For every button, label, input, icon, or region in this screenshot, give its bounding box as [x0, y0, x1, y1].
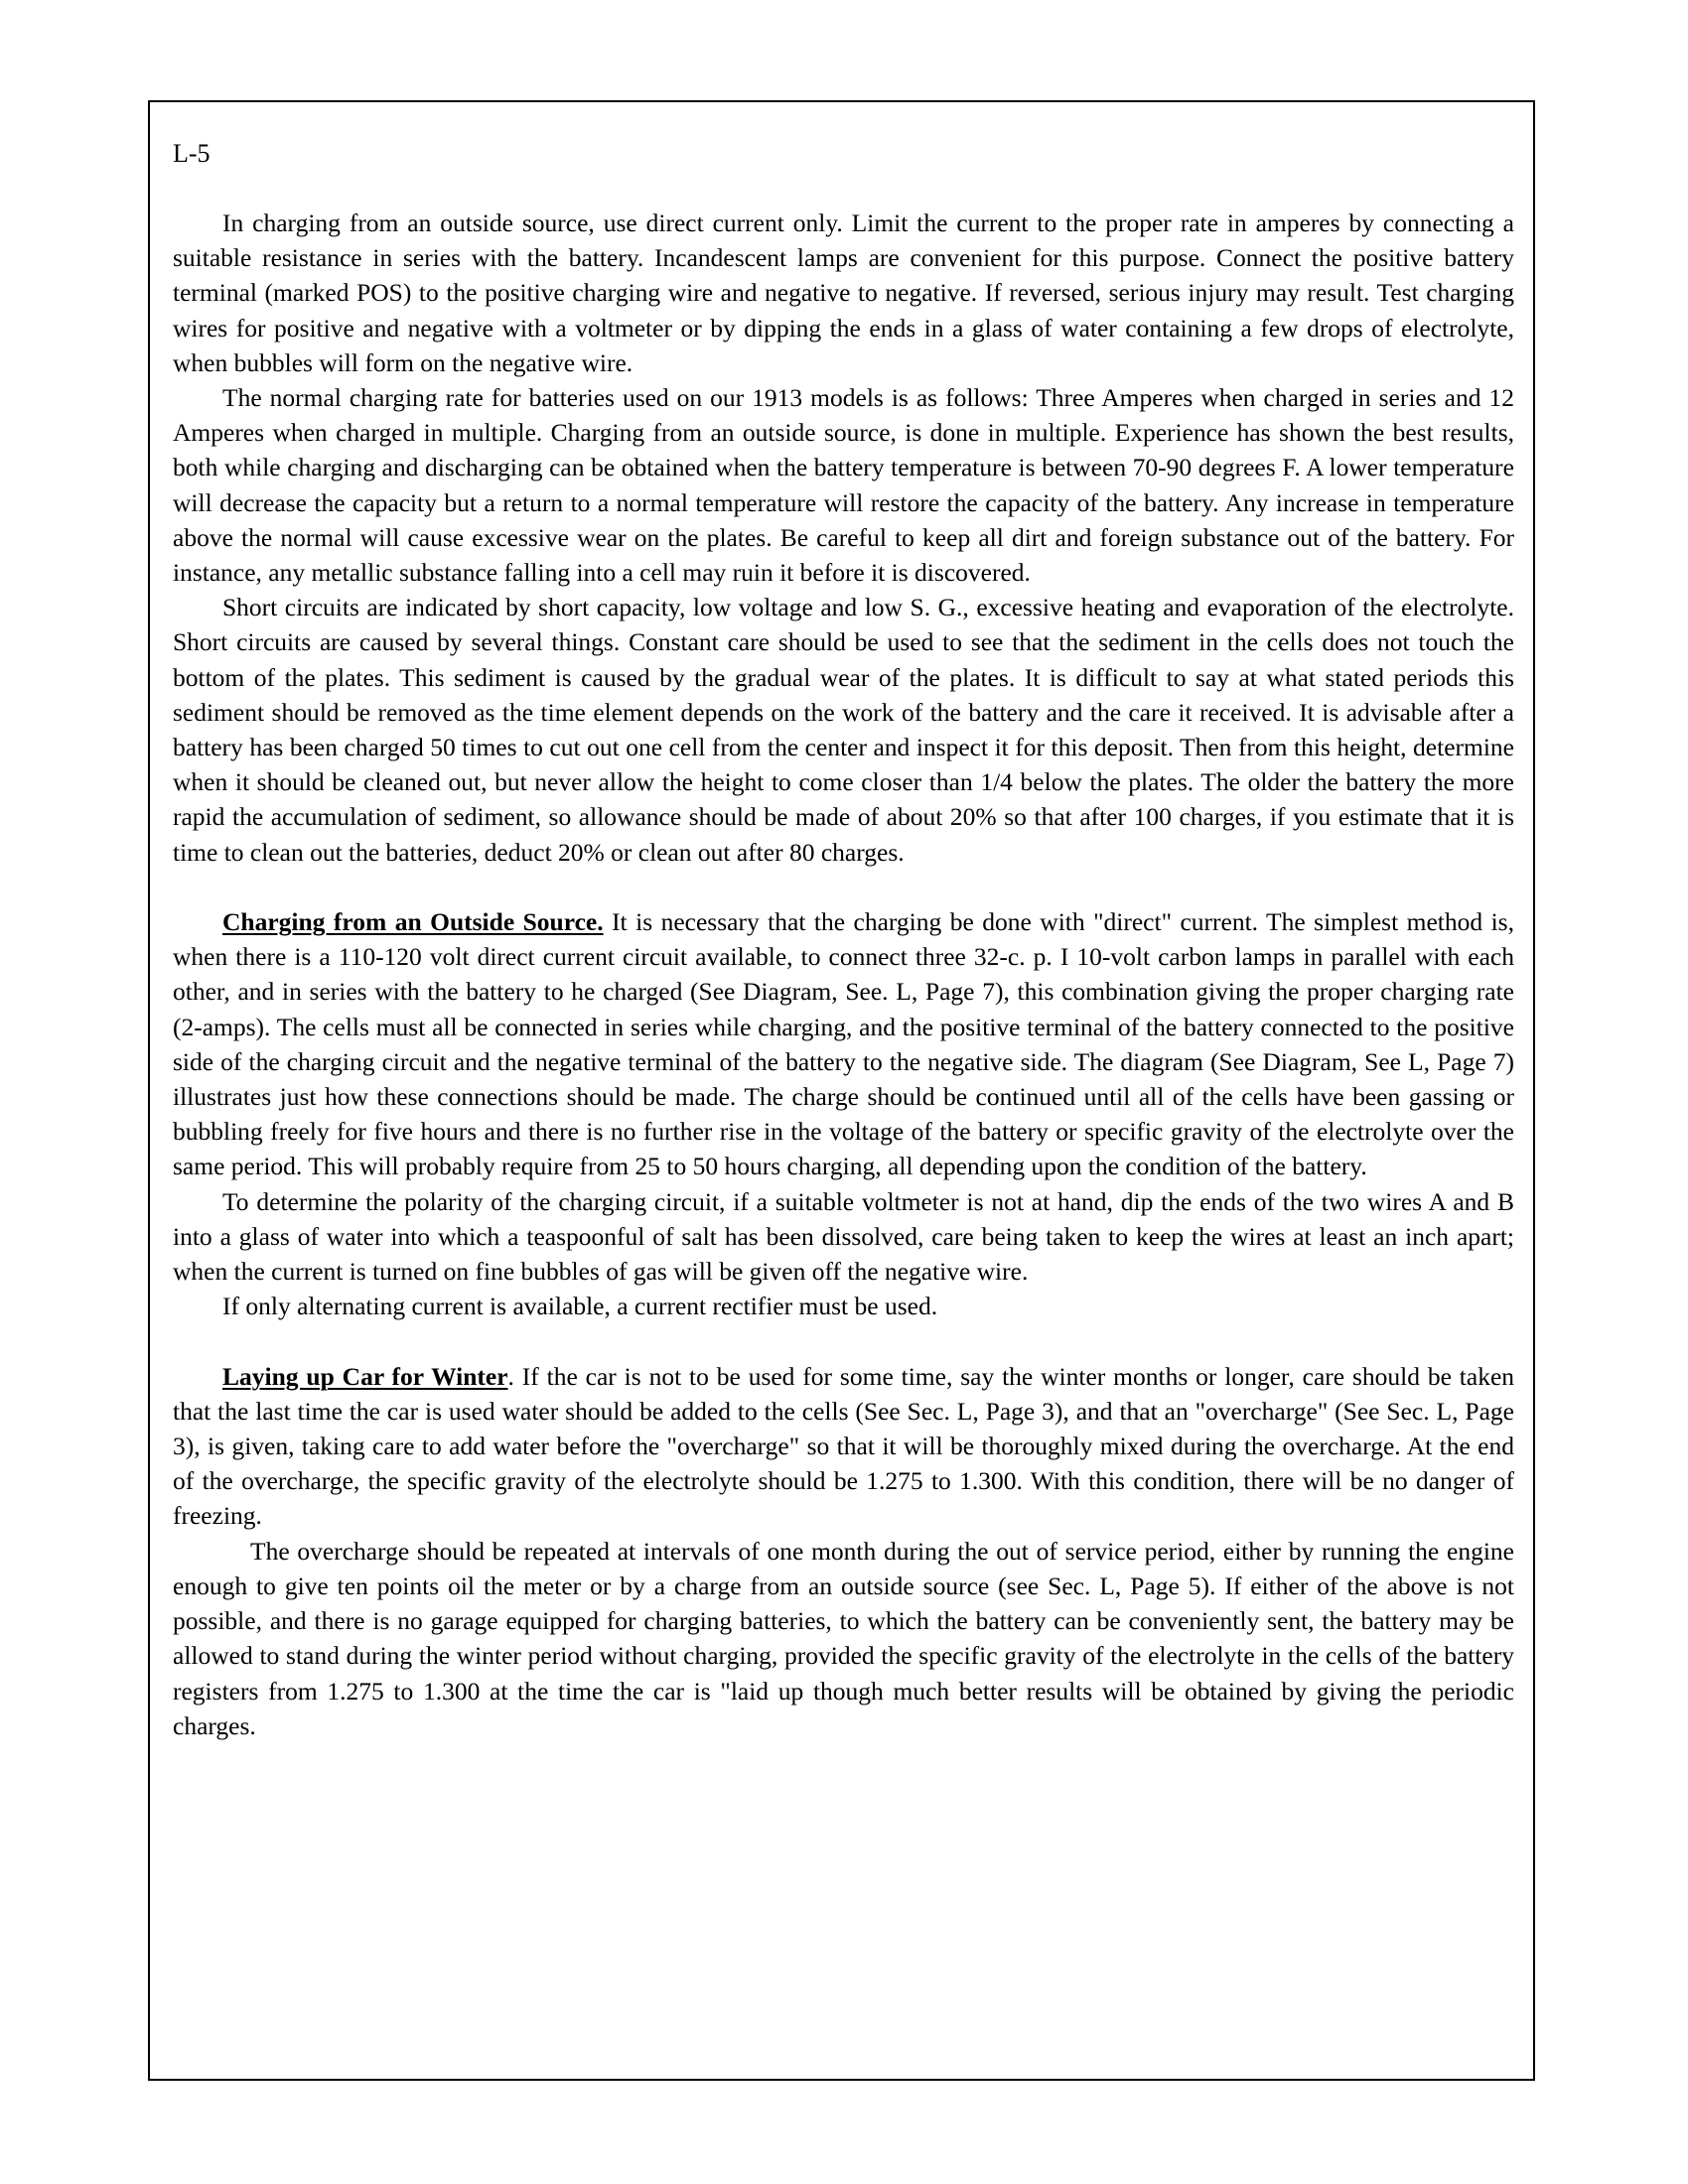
paragraph-outside-source-text: It is necessary that the charging be done with "direct" current. The simplest method is, when there is a 110-120 volt direct current circuit available, to connect three 32-c. p. I 10-volt carbon lamps in parallel with each other, and in series with the battery to he charged (See Diagram, See. L, Page 7), this combination giving the proper charging rate (2-amps). The cells must all be connected in series while charging, and the positive terminal of the battery connected to the positive side of the charging circuit and the negative terminal of the battery to the negative side. The diagram (See Diagram, See L, Page 7) illustrates just how these connections should be made. The charge should be continued until all of the cells have been gassing or bubbling freely for five hours and there is no further rise in the voltage of the battery or specific gravity of the electrolyte over the same period. This will probably require from 25 to 50 hours charging, all depending upon the condition of the battery.: [173, 907, 1514, 1181]
document-body: [173, 205, 1514, 1743]
section-heading-laying-up: Laying up Car for Winter: [222, 1361, 508, 1391]
section-heading-outside-source: Charging from an Outside Source.: [222, 907, 604, 937]
paragraph-outside-source: [173, 904, 1514, 1184]
paragraph-dc-charging: In charging from an outside source, use direct current only. Limit the current to the proper rate in amperes by connecting a suitable resistance in series with the battery. Incandescent lamps are convenient for this purpose. Connect the positive battery terminal (marked POS) to the positive charging wire and negative to negative. If reversed, serious injury may result. Test charging wires for positive and negative with a voltmeter or by dipping the ends in a glass of water containing a few drops of electrolyte, when bubbles will form on the negative wire.: [173, 208, 1514, 377]
paragraph-polarity: To determine the polarity of the charging circuit, if a suitable voltmeter is not at hand, dip the ends of the two wires A and B into a glass of water into which a teaspoonful of salt has been dissolved, care being taken to keep the wires at least an inch apart; when the current is turned on fine bubbles of gas will be given off the negative wire.: [173, 1186, 1514, 1287]
paragraph-alternating-current: If only alternating current is available, a current rectifier must be used.: [222, 1292, 938, 1321]
page-number: L-5: [173, 139, 211, 168]
paragraph-short-circuits: Short circuits are indicated by short capacity, low voltage and low S. G., excessive heating and evaporation of the electrolyte. Short circuits are caused by several things. Constant care should be used to see that the sediment in the cells does not touch the bottom of the plates. This sediment is caused by the gradual wear of the plates. It is difficult to say at what stated periods this sediment should be removed as the time element depends on the work of the battery and the care it received. It is advisable after a battery has been charged 50 times to cut out one cell from the center and inspect it for this deposit. Then from this height, determine when it should be cleaned out, but never allow the height to come closer than 1/4 below the plates. The older the battery the more rapid the accumulation of sediment, so allowance should be made of about 20% so that after 100 charges, if you estimate that it is time to clean out the batteries, deduct 20% or clean out after 80 charges.: [173, 593, 1514, 867]
paragraph-overcharge-repeat: The overcharge should be repeated at intervals of one month during the out of service period, either by running the engine enough to give ten points oil the meter or by a charge from an outside source (see Sec. L, Page 5). If either of the above is not possible, and there is no garage equipped for charging batteries, to which the battery can be conveniently sent, the battery may be allowed to stand during the winter period without charging, provided the specific gravity of the electrolyte in the cells of the battery registers from 1.275 to 1.300 at the time the car is "laid up though much better results will be obtained by giving the periodic charges.: [173, 1536, 1514, 1740]
paragraph-charging-rate: The normal charging rate for batteries used on our 1913 models is as follows: Three Amperes when charged in series and 12 Amperes when charged in multiple. Charging from an outside source, is done in multiple. Experience has shown the best results, both while charging and discharging can be obtained when the battery temperature is between 70-90 degrees F. A lower temperature will decrease the capacity but a return to a normal temperature will restore the capacity of the battery. Any increase in temperature above the normal will cause excessive wear on the plates. Be careful to keep all dirt and foreign substance out of the battery. For instance, any metallic substance falling into a cell may ruin it before it is discovered.: [173, 383, 1514, 588]
paragraph-laying-up: [173, 1359, 1514, 1534]
paragraph-laying-up-text: . If the car is not to be used for some time, say the winter months or longer, care should be taken that the last time the car is used water should be added to the cells (See Sec. L, Page 3), and that an "overcharge" (See Sec. L, Page 3), is given, taking care to add water before the "overcharge" so that it will be thoroughly mixed during the overcharge. At the end of the overcharge, the specific gravity of the electrolyte should be 1.275 to 1.300. With this condition, there will be no danger of freezing.: [173, 1361, 1515, 1531]
section-spacer: [173, 1323, 1514, 1358]
section-spacer: [173, 870, 1514, 904]
